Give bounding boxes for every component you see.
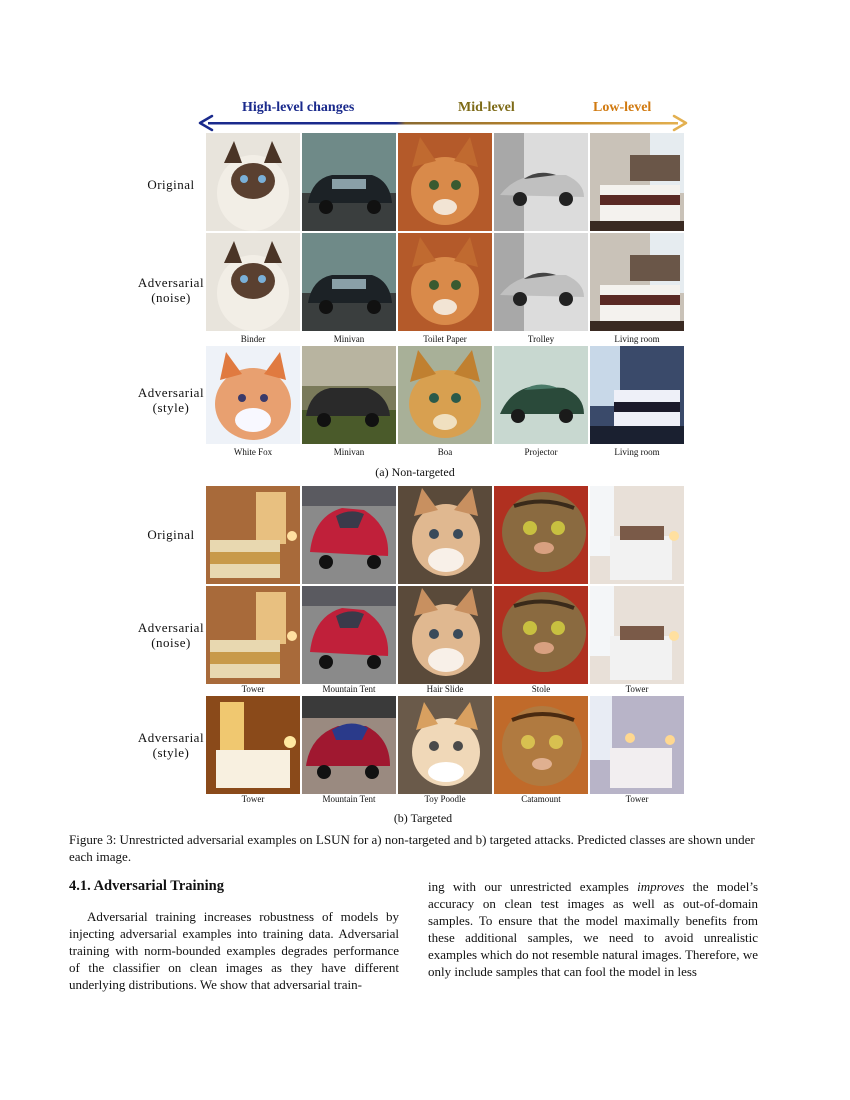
image-bright-bedroom-noise xyxy=(590,586,684,684)
caption: Living room xyxy=(614,447,660,457)
caption: Tower xyxy=(625,794,649,804)
image-car-sports xyxy=(494,133,588,231)
image-tabby-cat-style xyxy=(494,696,588,794)
row-label-noise-line2: (noise) xyxy=(151,290,191,305)
image-cat-orange-noise xyxy=(398,233,492,331)
caption: Tower xyxy=(241,794,265,804)
caption: Trolley xyxy=(527,334,555,344)
row-label-original: Original xyxy=(147,527,195,542)
image-red-car-noise xyxy=(302,586,396,684)
image-car-minivan-noise xyxy=(302,233,396,331)
image-bedroom xyxy=(590,133,684,231)
image-red-car xyxy=(302,486,396,584)
row-label-style xyxy=(130,730,212,760)
row-label-noise-line2: (noise) xyxy=(151,635,191,650)
caption: Projector xyxy=(524,447,558,457)
image-cat-style xyxy=(206,346,300,444)
caption: Tower xyxy=(625,684,649,694)
caption: Living room xyxy=(614,334,660,344)
right-column-text xyxy=(428,878,758,980)
right-text-part1: ing with our unrestricted examples xyxy=(428,879,638,894)
image-hotel-room xyxy=(206,486,300,584)
image-cat-siamese-noise xyxy=(206,233,300,331)
image-red-car-style xyxy=(302,696,396,794)
image-bedroom-style xyxy=(590,346,684,444)
row-label-noise xyxy=(130,620,212,650)
panel-targeted xyxy=(130,486,690,804)
caption: White Fox xyxy=(233,447,273,457)
right-text-emphasis: improves xyxy=(637,879,685,894)
image-cat-orange xyxy=(398,133,492,231)
gradient-arrow xyxy=(198,113,688,133)
panel-non-targeted xyxy=(130,133,690,457)
captions-style-b xyxy=(206,794,692,807)
caption: Boa xyxy=(437,447,453,457)
caption: Mountain Tent xyxy=(322,684,376,694)
caption: Toilet Paper xyxy=(423,334,467,344)
right-text-part2: the model’s accuracy on clean test images as well as out-of-domain samples. To ensure that the model maximally benefits from these additional samples, we need to avoid unrealistic examples which do not resemble natural images. Therefore, we only include samples that can fool the model in less xyxy=(428,879,759,979)
image-cat-boa-style xyxy=(398,346,492,444)
image-tabby-cat-noise xyxy=(494,586,588,684)
left-column-text: Adversarial training increases robustness of models by injecting adversarial examples into training data. Adversarial training with norm-bounded examples degrades performance of the classifier on clean images as they have different underlying distributions. We show that adversarial train- xyxy=(69,909,399,992)
row-label-noise-line1: Adversarial xyxy=(137,275,205,290)
row-label-noise-line1: Adversarial xyxy=(137,620,205,635)
row-style xyxy=(130,696,690,804)
caption: Minivan xyxy=(333,334,365,344)
caption: Stole xyxy=(531,684,551,694)
image-car-minivan xyxy=(302,133,396,231)
row-style xyxy=(130,346,690,457)
image-hotel-room-style xyxy=(206,696,300,794)
caption: Catamount xyxy=(521,794,561,804)
image-bedroom-noise xyxy=(590,233,684,331)
captions-style-a xyxy=(206,447,692,460)
row-original xyxy=(130,133,690,233)
image-car-style xyxy=(302,346,396,444)
high-level-label: High-level changes xyxy=(242,100,355,115)
row-noise xyxy=(130,586,690,694)
image-tabby-cat xyxy=(494,486,588,584)
image-kitten-style xyxy=(398,696,492,794)
caption: Binder xyxy=(240,334,266,344)
image-bright-bedroom-style xyxy=(590,696,684,794)
image-car-projector-style xyxy=(494,346,588,444)
subcaption-a: (a) Non-targeted xyxy=(375,465,455,479)
section-title: 4.1. Adversarial Training xyxy=(69,878,224,894)
low-level-label: Low-level xyxy=(593,100,652,115)
mid-level-label: Mid-level xyxy=(458,100,515,115)
caption: Hair Slide xyxy=(426,684,464,694)
row-label-style-line1: Adversarial xyxy=(137,385,205,400)
caption: Toy Poodle xyxy=(424,794,466,804)
row-label-style xyxy=(130,385,212,415)
image-kitten xyxy=(398,486,492,584)
subcaption-b: (b) Targeted xyxy=(393,811,453,825)
row-label-noise xyxy=(130,275,212,305)
image-bright-bedroom xyxy=(590,486,684,584)
image-cat-siamese xyxy=(206,133,300,231)
image-hotel-room-noise xyxy=(206,586,300,684)
image-car-sports-noise xyxy=(494,233,588,331)
row-label-style-line1: Adversarial xyxy=(137,730,205,745)
image-kitten-noise xyxy=(398,586,492,684)
row-label-style-line2: (style) xyxy=(152,400,190,415)
row-noise xyxy=(130,233,690,344)
row-label-style-line2: (style) xyxy=(152,745,190,760)
row-original xyxy=(130,486,690,586)
row-label-original: Original xyxy=(147,177,195,192)
caption: Minivan xyxy=(333,447,365,457)
figure-caption: Figure 3: Unrestricted adversarial examples on LSUN for a) non-targeted and b) targeted attacks. Predicted classes are shown under each image. xyxy=(69,832,755,864)
caption: Mountain Tent xyxy=(322,794,376,804)
caption: Tower xyxy=(241,684,265,694)
